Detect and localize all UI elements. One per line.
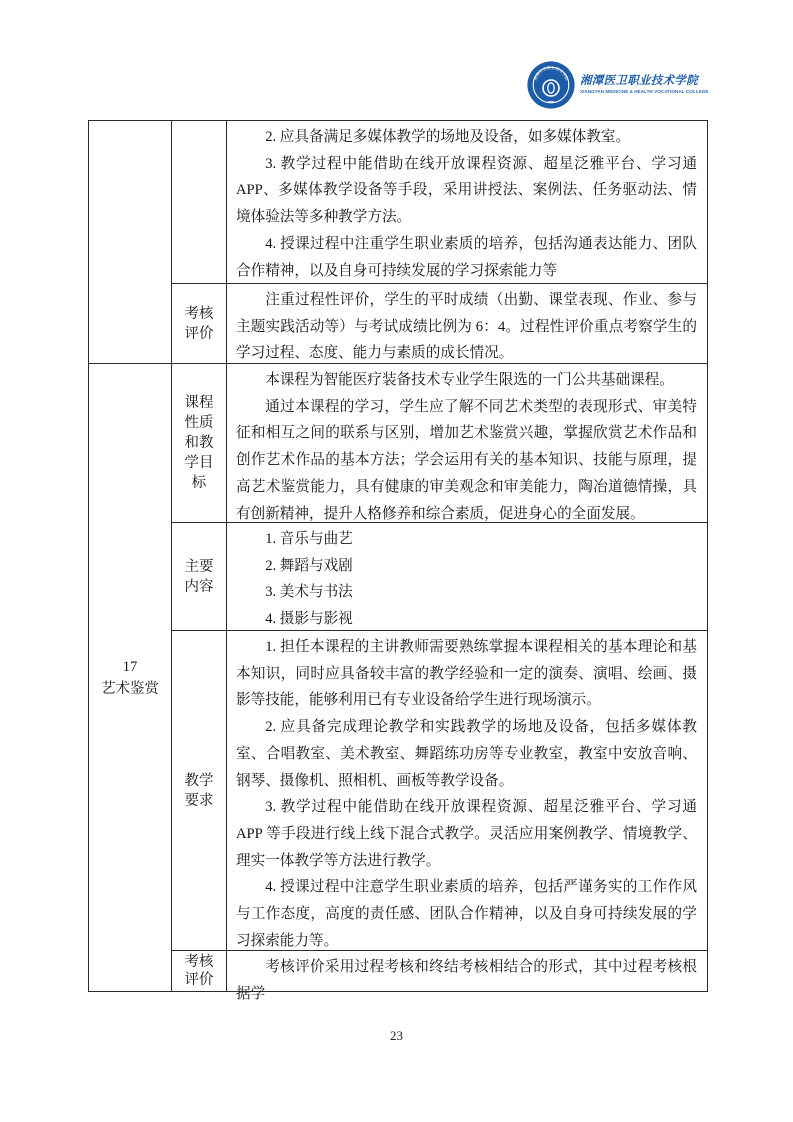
row-label-teaching-requirements: 教学要求	[171, 631, 226, 951]
row-label-assessment: 考核评价	[171, 284, 226, 363]
list-item: 1. 音乐与曲艺	[265, 531, 353, 547]
paragraph: 4. 授课过程中注意学生职业素质的培养，包括严谨务实的工作作风与工作态度，高度的责任感、团队合作精神，以及自身可持续发展的学习探索能力等。	[236, 879, 697, 949]
course-nature-goals-content	[226, 364, 707, 523]
course-number: 17	[122, 658, 138, 675]
paragraph: 3. 教学过程中能借助在线开放课程资源、超星泛雅平台、学习通 APP、多媒体教学设备等手段，采用讲授法、案例法、任务驱动法、情境体验法等多种教学方法。	[236, 155, 697, 226]
seal-arc-text: 湘潭医卫职业技术学院	[532, 65, 570, 82]
paragraph: 4. 授课过程中注重学生职业素质的培养，包括沟通表达能力、团队合作精神，以及自身可持续发展的学习探索能力等	[236, 235, 697, 279]
main-content-list	[226, 523, 707, 631]
course-section-continuation	[89, 121, 707, 363]
paragraph: 2. 应具备完成理论教学和实践教学的场地及设备，包括多媒体教室、合唱教室、美术教室、舞蹈练功房等专业教室，教室中安放音响、钢琴、摄像机、照相机、画板等教学设备。	[236, 719, 697, 789]
paragraph: 1. 担任本课程的主讲教师需要熟练掌握本课程相关的基本理论和基本知识，同时应具备较丰富的教学经验和一定的演奏、演唱、绘画、摄影等技能，能够利用已有专业设备给学生进行现场演示。	[236, 639, 697, 709]
assessment-content	[226, 951, 707, 1002]
row-label-main-content: 主要内容	[171, 523, 226, 631]
list-item: 2. 舞蹈与戏剧	[265, 557, 353, 574]
paragraph: 通过本课程的学习，学生应了解不同艺术类型的表现形式、审美特征和相互之间的联系与区别，增加艺术鉴赏兴趣，掌握欣赏艺术作品和创作艺术作品的基本方法；学会运用有关的基本知识、技能与原理，提高艺术鉴赏能力，具有健康的审美观念和审美能力，陶冶道德情操，具有创新精神，提升人格修养和综合素质，促进身心的全面发展。	[236, 398, 697, 522]
teaching-requirements-content	[226, 631, 707, 951]
course-section-art-appreciation	[89, 363, 707, 1002]
assessment-content	[226, 284, 707, 363]
list-item: 3. 美术与书法	[265, 584, 353, 601]
page-number: 23	[390, 1028, 403, 1043]
row-label-teaching-requirements-cont	[171, 121, 226, 284]
course-table	[88, 120, 708, 1002]
paragraph: 3. 教学过程中能借助在线开放课程资源、超星泛雅平台、学习通 APP 等手段进行线上线下混合式教学。灵活应用案例教学、情境教学、理实一体教学等方法进行教学。	[236, 799, 697, 869]
row-label-course-nature-goals: 课程性质和教学目标	[171, 364, 226, 523]
course-name-cell	[89, 121, 171, 363]
paragraph: 2. 应具备满足多媒体教学的场地及设备，如多媒体教室。	[265, 129, 631, 145]
paragraph: 考核评价采用过程考核和终结考核相结合的形式，其中过程考核根据学	[236, 959, 697, 1002]
paragraph: 本课程为智能医疗装备技术专业学生限选的一门公共基础课程。	[265, 372, 674, 388]
college-header	[527, 61, 709, 109]
row-label-assessment: 考核评价	[171, 951, 226, 991]
list-item: 4. 摄影与影视	[265, 611, 353, 628]
teaching-requirements-content	[226, 121, 707, 284]
college-brand-text	[580, 74, 709, 96]
college-seal-icon	[527, 61, 575, 109]
paragraph: 注重过程性评价，学生的平时成绩（出勤、课堂表现、作业、参与主题实践活动等）与考试成绩比例为 6：4。过程性评价重点考察学生的学习过程、态度、能力与素质的成长情况。	[236, 292, 697, 362]
course-name-cell	[89, 364, 171, 991]
college-name-en: XIANGTAN MEDICINE & HEALTH VOCATIONAL COLLEGE	[580, 88, 709, 94]
course-name: 艺术鉴赏	[101, 680, 159, 697]
college-name-zh: 湘潭医卫职业技术学院	[580, 75, 698, 87]
